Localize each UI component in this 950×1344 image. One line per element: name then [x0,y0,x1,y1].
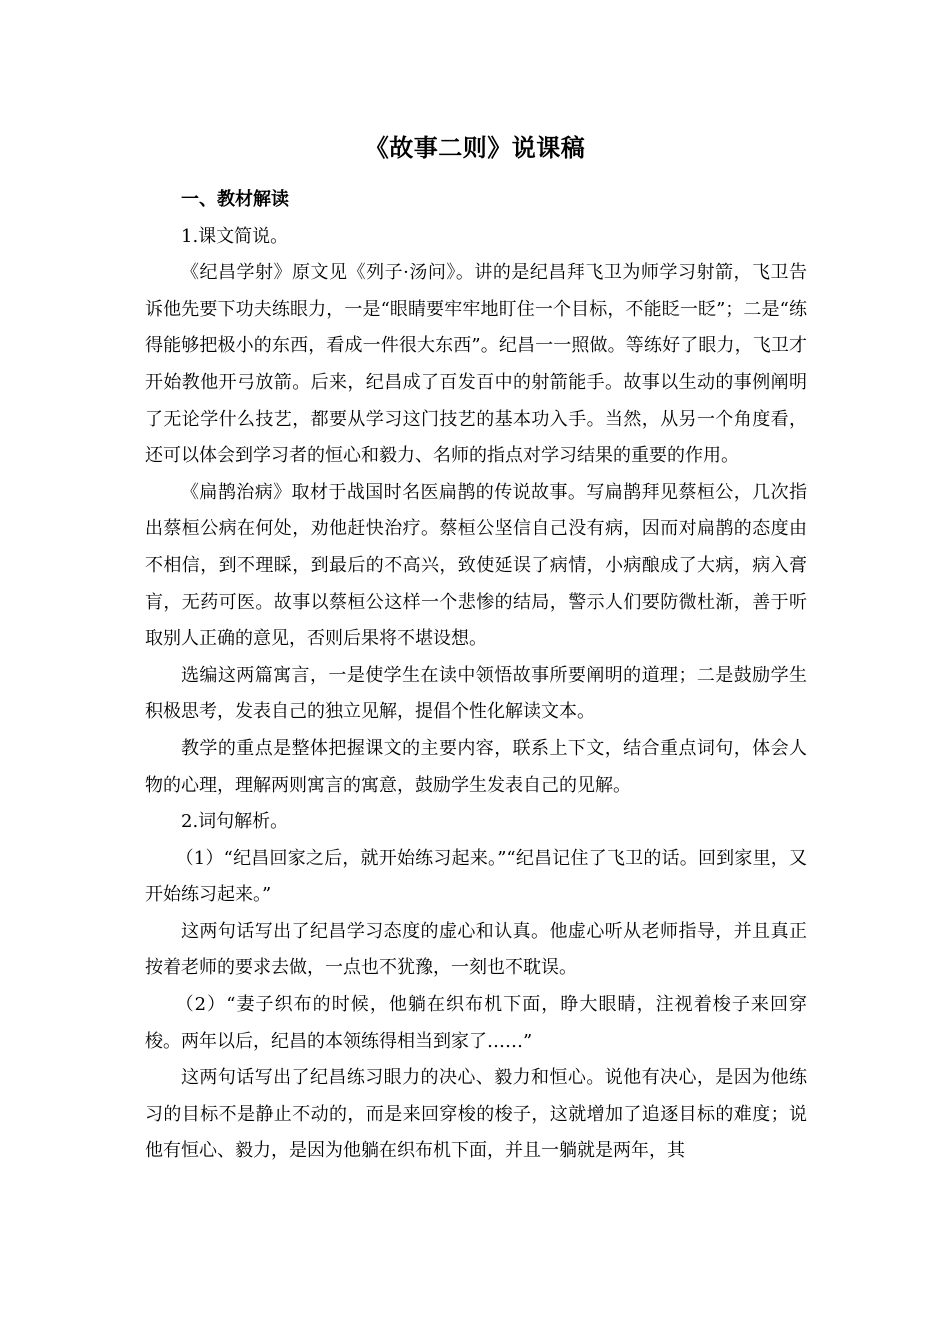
section-heading-textbook-interpretation: 一、教材解读 [181,189,289,210]
paragraph-selection-purpose: 选编这两篇寓言，一是使学生在读中领悟故事所要阐明的道理；二是鼓励学生积极思考，发表自己的独立见解，提倡个性化解读文本。 [145,664,807,723]
paragraph-bianque-treats-illness: 《扁鹊治病》取材于战国时名医扁鹊的传说故事。写扁鹊拜见蔡桓公，几次指出蔡桓公病在何处，劝他赶快治疗。蔡桓公坚信自己没有病，因而对扁鹊的态度由不相信，到不理睬，到最后的不高兴，致使延误了病情，小病酿成了大病，病入膏肓，无药可医。故事以蔡桓公这样一个悲惨的结局，警示人们要防微杜渐，善于听取别人正确的意见，否则后果将不堪设想。 [145,481,807,650]
analysis-paragraph-2: 这两句话写出了纪昌练习眼力的决心、毅力和恒心。说他有决心，是因为他练习的目标不是静止不动的，而是来回穿梭的梭子，这就增加了追逐目标的难度；说他有恒心、毅力，是因为他躺在织布机下面，并且一躺就是两年，其 [145,1067,807,1162]
analysis-paragraph-1: 这两句话写出了纪昌学习态度的虚心和认真。他虚心听从老师指导，并且真正按着老师的要求去做，一点也不犹豫，一刻也不耽误。 [145,920,807,979]
quoted-sentence-1: （1）“纪昌回家之后，就开始练习起来。”“纪昌记住了飞卫的话。回到家里，又开始练习起来。” [145,847,807,906]
document-body [145,182,807,1170]
subheading-text-overview: 1.课文简说。 [181,225,289,247]
paragraph-teaching-focus: 教学的重点是整体把握课文的主要内容，联系上下文，结合重点词句，体会人物的心理，理解两则寓言的寓意，鼓励学生发表自己的见解。 [145,737,807,796]
quoted-sentence-2: （2）“妻子织布的时候，他躺在织布机下面，睁大眼睛，注视着梭子来回穿梭。两年以后，纪昌的本领练得相当到家了……” [145,994,807,1052]
paragraph-jichang-learns-archery: 《纪昌学射》原文见《列子·汤问》。讲的是纪昌拜飞卫为师学习射箭，飞卫告诉他先要下功夫练眼力，一是“眼睛要牢牢地盯住一个目标，不能眨一眨”；二是“练得能够把极小的东西，看成一件很大东西”。纪昌一一照做。等练好了眼力，飞卫才开始教他开弓放箭。后来，纪昌成了百发百中的射箭能手。故事以生动的事例阐明了无论学什么技艺，都要从学习这门技艺的基本功入手。当然，从另一个角度看，还可以体会到学习者的恒心和毅力、名师的指点对学习结果的重要的作用。 [145,262,807,467]
document-title: 《故事二则》说课稿 [364,133,586,162]
subheading-sentence-analysis: 2.词句解析。 [181,811,289,833]
